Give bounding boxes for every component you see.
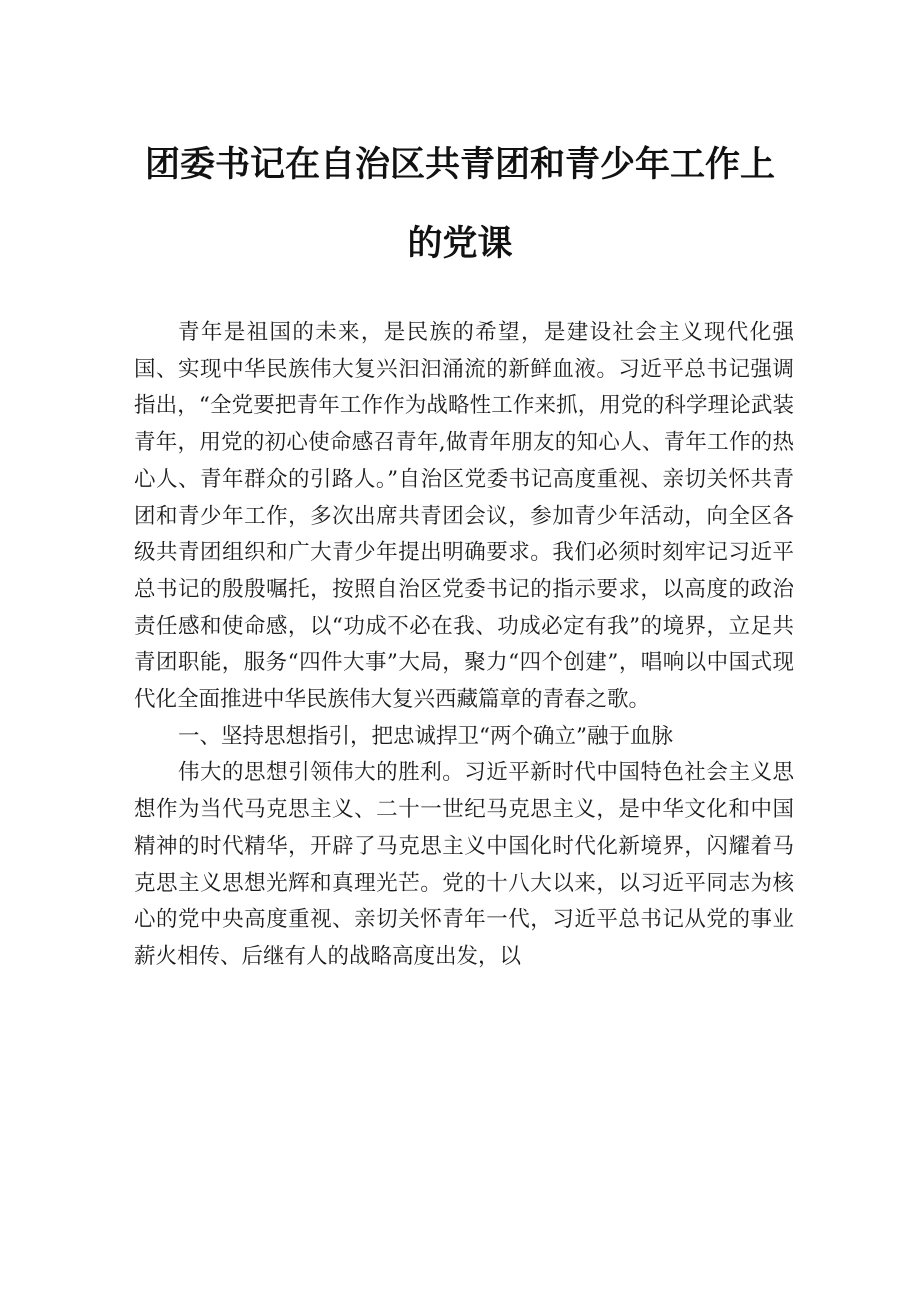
section-paragraph: 伟大的思想引领伟大的胜利。习近平新时代中国特色社会主义思想作为当代马克思主义、二十一世纪马克思主义，是中华文化和中国精神的时代精华，开辟了马克思主义中国化时代化新境界，闪耀着马克思主义思想光辉和真理光芒。党的十八大以来，以习近平同志为核心的党中央高度重视、亲切关怀青年一代，习近平总书记从党的事业薪火相传、后继有人的战略高度出发，以 (134, 760, 794, 969)
document-body (134, 315, 794, 976)
intro-paragraph: 青年是祖国的未来，是民族的希望，是建设社会主义现代化强国、实现中华民族伟大复兴汩汩涌流的新鲜血液。习近平总书记强调指出，“全党要把青年工作作为战略性工作来抓，用党的科学理论武装青年，用党的初心使命感召青年,做青年朋友的知心人、青年工作的热心人、青年群众的引路人。”自治区党委书记高度重视、亲切关怀共青团和青少年工作，多次出席共青团会议，参加青少年活动，向全区各级共青团组织和广大青少年提出明确要求。我们必须时刻牢记习近平总书记的殷殷嘱托，按照自治区党委书记的指示要求，以高度的政治责任感和使命感，以“功成不必在我、功成必定有我”的境界，立足共青团职能，服务“四件大事”大局，聚力“四个创建”，唱响以中国式现代化全面推进中华民族伟大复兴西藏篇章的青春之歌。 (134, 320, 794, 713)
document-title-line-2: 的党课 (407, 224, 513, 264)
document-title-line-1: 团委书记在自治区共青团和青少年工作上 (144, 145, 775, 185)
section-heading: 一、坚持思想指引，把忠诚捍卫“两个确立”融于血脉 (178, 723, 673, 749)
